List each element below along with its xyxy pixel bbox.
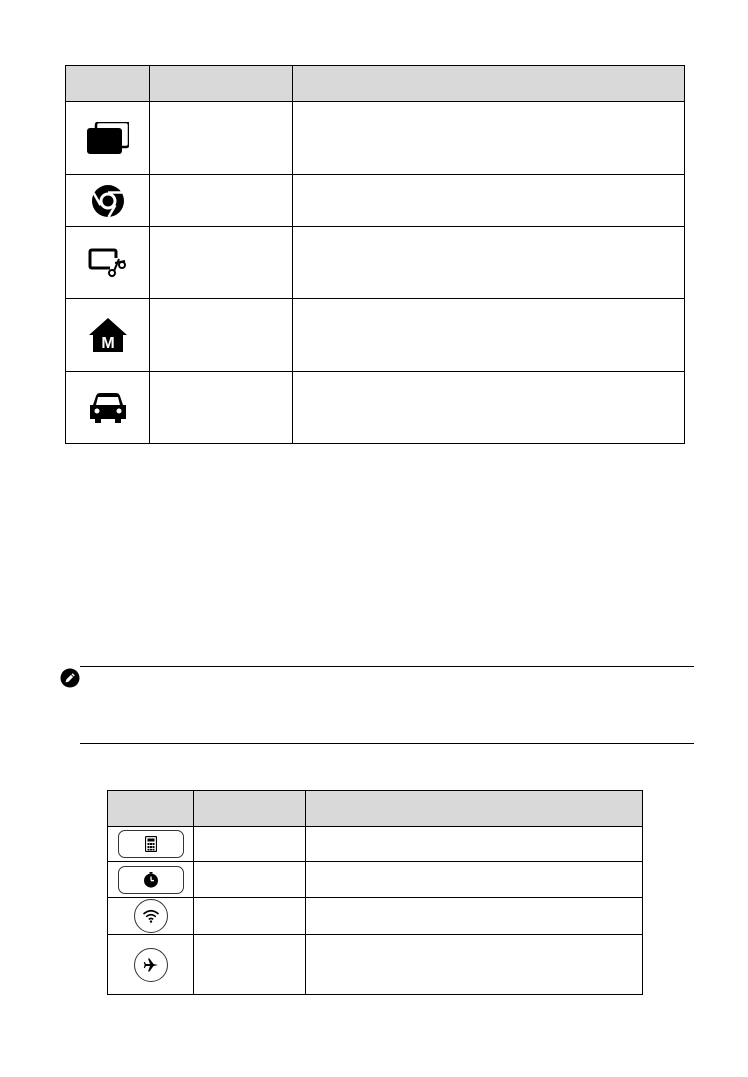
svg-text:M: M: [100, 335, 115, 352]
airplane-icon: [143, 957, 159, 973]
table-row: [66, 372, 685, 444]
icon-cell: [108, 827, 194, 862]
note-divider-top: [80, 666, 694, 667]
icon-cell: [108, 935, 194, 995]
description-cell: [293, 175, 685, 227]
pencil-note-icon: [60, 668, 80, 688]
name-cell: [194, 827, 306, 862]
table-row: [66, 175, 685, 227]
column-header-description: [306, 791, 643, 827]
table-row: [66, 227, 685, 299]
note-divider-bottom: [80, 743, 694, 744]
description-cell: [306, 898, 643, 935]
name-cell: [150, 102, 293, 175]
table-row: [108, 935, 643, 995]
icon-cell: [108, 862, 194, 898]
description-cell: [306, 862, 643, 898]
description-cell: [306, 827, 643, 862]
description-cell: [306, 935, 643, 995]
recent-apps-icon: [87, 122, 129, 154]
table-header-row: [108, 791, 643, 827]
column-header-name: [150, 66, 293, 102]
table-top: [65, 65, 685, 444]
column-header-icon: [66, 66, 150, 102]
calculator-icon: [145, 836, 157, 852]
car-icon: [88, 392, 128, 424]
table-row: [108, 827, 643, 862]
description-cell: [293, 372, 685, 444]
icon-cell: [108, 898, 194, 935]
table-header-row: [66, 66, 685, 102]
name-cell: [194, 935, 306, 995]
icon-cell: [66, 102, 150, 175]
calculator-button: [118, 830, 184, 858]
name-cell: [150, 175, 293, 227]
column-header-description: [293, 66, 685, 102]
icon-cell: [66, 227, 150, 299]
description-cell: [293, 102, 685, 175]
table-row: [66, 299, 685, 372]
icon-cell: [66, 175, 150, 227]
clock-icon: [143, 872, 159, 888]
description-cell: [293, 299, 685, 372]
maxifix-icon: [88, 317, 128, 353]
wifi-icon: [142, 909, 160, 923]
name-cell: [194, 862, 306, 898]
airplane-mode-button: [134, 948, 168, 982]
table-bottom: [107, 790, 643, 995]
table-row: [108, 898, 643, 935]
note-text: [90, 676, 690, 736]
wifi-button: [134, 899, 168, 933]
icon-cell: [66, 299, 150, 372]
clock-button: [118, 866, 184, 894]
name-cell: [150, 372, 293, 444]
screenshot-icon: [88, 248, 128, 278]
name-cell: [150, 227, 293, 299]
description-cell: [293, 227, 685, 299]
column-header-name: [194, 791, 306, 827]
name-cell: [194, 898, 306, 935]
chrome-icon: [91, 184, 125, 218]
column-header-icon: [108, 791, 194, 827]
icon-cell: [66, 372, 150, 444]
table-row: [66, 102, 685, 175]
name-cell: [150, 299, 293, 372]
table-row: [108, 862, 643, 898]
